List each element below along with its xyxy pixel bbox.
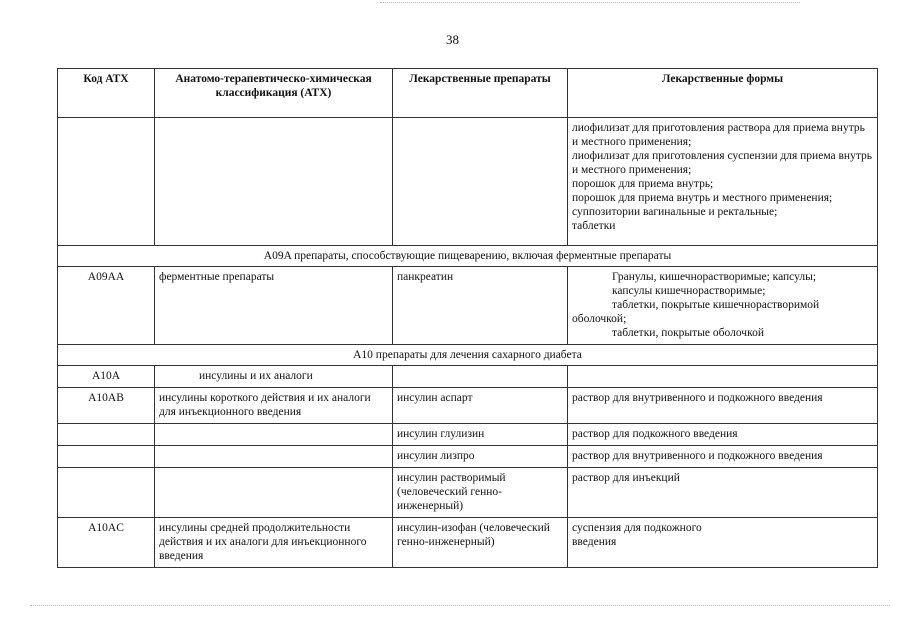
- atx-table: [57, 68, 878, 568]
- table-row: [58, 424, 878, 446]
- cell-forms: раствор для подкожного введения: [568, 424, 878, 446]
- header-atx-code: Код АТХ: [58, 69, 155, 118]
- cell-forms: раствор для внутривенного и подкожного введения: [568, 388, 878, 424]
- cell-drug: инсулин лизпро: [393, 446, 568, 468]
- table-header-row: [58, 69, 878, 118]
- table-row: [58, 118, 878, 246]
- page-number: 38: [446, 32, 459, 47]
- cell-class: [155, 468, 393, 518]
- cell-drug: инсулин-изофан (человеческий генно-инженерный): [393, 518, 568, 568]
- table-row: [58, 388, 878, 424]
- cell-drug: [393, 118, 568, 246]
- cell-class: ферментные препараты: [155, 267, 393, 345]
- table-row: [58, 518, 878, 568]
- cell-drug: инсулин глулизин: [393, 424, 568, 446]
- form-item: таблетки, покрытые оболочкой: [612, 327, 764, 340]
- cell-forms: раствор для внутривенного и подкожного введения: [568, 446, 878, 468]
- group-heading: A10 препараты для лечения сахарного диабета: [58, 345, 878, 366]
- table-row: [58, 267, 878, 345]
- form-item: Гранулы, кишечнорастворимые; капсулы;: [612, 271, 817, 284]
- cell-forms: раствор для инъекций: [568, 468, 878, 518]
- form-item: лиофилизат для приготовления суспензии для приема внутрь и местного применения;: [572, 150, 872, 177]
- group-heading: A09A препараты, способствующие пищеварению, включая ферментные препараты: [58, 246, 878, 267]
- form-item: таблетки: [572, 220, 616, 233]
- form-item: суппозитории вагинальные и ректальные;: [572, 206, 778, 219]
- table-row: [58, 446, 878, 468]
- group-row-a10: [58, 345, 878, 366]
- cell-class: [155, 118, 393, 246]
- cell-forms: [568, 118, 878, 246]
- cell-code: A09AA: [58, 267, 155, 345]
- table-row: [58, 468, 878, 518]
- header-drugs: Лекарственные препараты: [393, 69, 568, 118]
- cell-drug: панкреатин: [393, 267, 568, 345]
- table-row: [58, 366, 878, 388]
- cell-code: A10AB: [58, 388, 155, 424]
- cell-code: [58, 468, 155, 518]
- form-item: суспензия для подкожного: [572, 522, 702, 535]
- form-item: введения: [572, 536, 617, 549]
- form-item: порошок для приема внутрь;: [572, 178, 714, 191]
- cell-code: [58, 118, 155, 246]
- cell-code: A10A: [58, 366, 155, 388]
- cell-class: [155, 424, 393, 446]
- cell-drug: инсулин растворимый (человеческий генно-инженерный): [393, 468, 568, 518]
- header-dosage-forms: Лекарственные формы: [568, 69, 878, 118]
- cell-class: [155, 446, 393, 468]
- header-atx-classification: Анатомо-терапевтическо-химическая классификация (АТХ): [155, 69, 393, 118]
- scan-artifact-bottom: [30, 605, 890, 607]
- cell-code: [58, 446, 155, 468]
- group-row-a09a: [58, 246, 878, 267]
- cell-forms: [568, 267, 878, 345]
- cell-code: [58, 424, 155, 446]
- cell-forms: [568, 518, 878, 568]
- cell-class: инсулины и их аналоги: [155, 366, 393, 388]
- cell-code: A10AC: [58, 518, 155, 568]
- cell-forms: [568, 366, 878, 388]
- cell-class: инсулины короткого действия и их аналоги для инъекционного введения: [155, 388, 393, 424]
- form-item: капсулы кишечнорастворимые;: [612, 285, 766, 298]
- scan-artifact-top: [380, 2, 800, 4]
- cell-drug: [393, 366, 568, 388]
- form-item: лиофилизат для приготовления раствора для приема внутрь и местного применения;: [572, 122, 865, 149]
- cell-drug: инсулин аспарт: [393, 388, 568, 424]
- cell-class: инсулины средней продолжительности действия и их аналоги для инъекционного введения: [155, 518, 393, 568]
- form-item: порошок для приема внутрь и местного применения;: [572, 192, 833, 205]
- form-item: таблетки, покрытые кишечнорастворимой оболочкой;: [572, 299, 820, 326]
